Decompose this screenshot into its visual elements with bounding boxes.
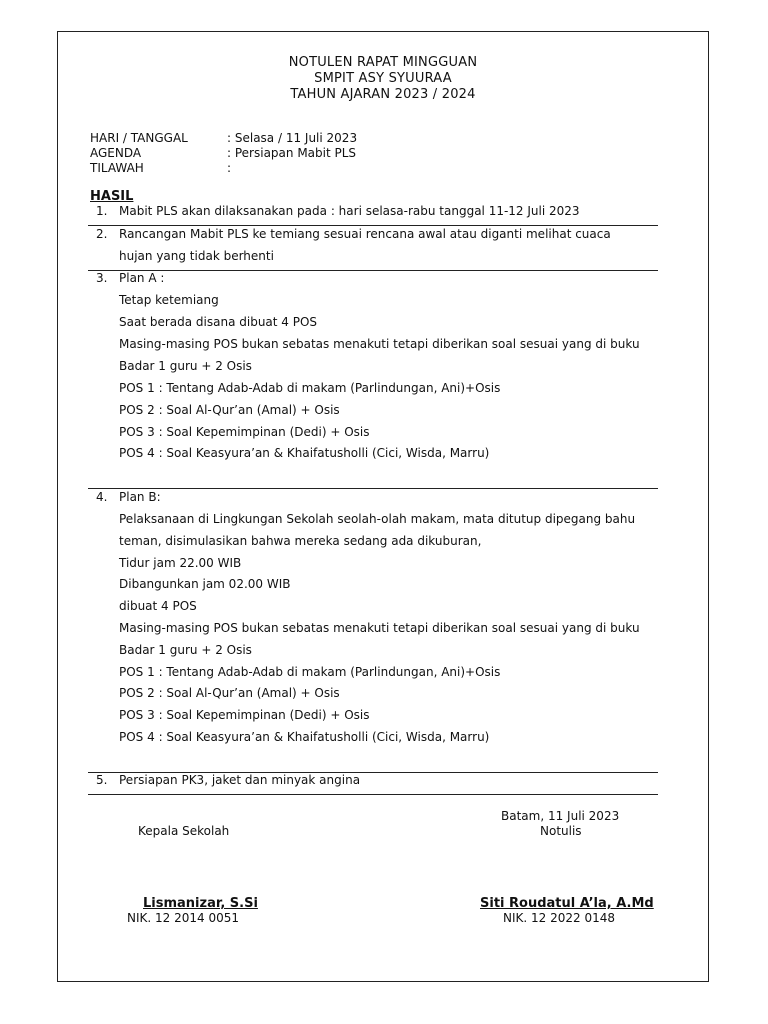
left-signatory-name: Lismanizar, S.Si — [143, 896, 258, 911]
item-text: Tidur jam 22.00 WIB — [119, 556, 242, 570]
item-text: POS 3 : Soal Kepemimpinan (Dedi) + Osis — [119, 425, 370, 439]
item-text: POS 2 : Soal Al-Qur’an (Amal) + Osis — [119, 403, 340, 417]
item-text: Badar 1 guru + 2 Osis — [119, 643, 252, 657]
place-date: Batam, 11 Juli 2023 — [501, 809, 620, 823]
hasil-heading: HASIL — [90, 189, 134, 204]
right-signatory-nik: NIK. 12 2022 0148 — [503, 911, 615, 925]
divider — [88, 225, 658, 226]
item-text: Plan A : — [119, 271, 165, 285]
meta-value: : Persiapan Mabit PLS — [227, 146, 357, 160]
item-text: Masing-masing POS bukan sebatas menakuti tetapi diberikan soal sesuai yang di buku — [119, 621, 640, 635]
item-text: Rancangan Mabit PLS ke temiang sesuai rencana awal atau diganti melihat cuaca — [119, 227, 611, 241]
item-text: Badar 1 guru + 2 Osis — [119, 359, 252, 373]
item-text: teman, disimulasikan bahwa mereka sedang ada dikuburan, — [119, 534, 482, 548]
meta-label: AGENDA — [90, 146, 142, 160]
item-number: 5. — [96, 773, 108, 787]
item-text: POS 4 : Soal Keasyura’an & Khaifatusholli (Cici, Wisda, Marru) — [119, 446, 490, 460]
divider — [88, 794, 658, 795]
meta-value: : Selasa / 11 Juli 2023 — [227, 131, 358, 145]
meta-label: HARI / TANGGAL — [90, 131, 188, 145]
divider — [88, 270, 658, 271]
item-text: POS 1 : Tentang Adab-Adab di makam (Parlindungan, Ani)+Osis — [119, 665, 501, 679]
doc-title-line-1: NOTULEN RAPAT MINGGUAN — [288, 55, 478, 70]
item-text: Masing-masing POS bukan sebatas menakuti tetapi diberikan soal sesuai yang di buku — [119, 337, 640, 351]
item-text: Plan B: — [119, 490, 161, 504]
item-text: Saat berada disana dibuat 4 POS — [119, 315, 318, 329]
meta-label: TILAWAH — [90, 161, 144, 175]
item-text: Mabit PLS akan dilaksanakan pada : hari selasa-rabu tanggal 11-12 Juli 2023 — [119, 204, 580, 218]
item-text: POS 4 : Soal Keasyura’an & Khaifatusholli (Cici, Wisda, Marru) — [119, 730, 490, 744]
item-text: Tetap ketemiang — [119, 293, 219, 307]
item-text: POS 2 : Soal Al-Qur’an (Amal) + Osis — [119, 686, 340, 700]
document-page — [57, 31, 709, 982]
left-signatory-nik: NIK. 12 2014 0051 — [127, 911, 239, 925]
item-text: Dibangunkan jam 02.00 WIB — [119, 577, 291, 591]
item-number: 2. — [96, 227, 108, 241]
doc-title-line-3: TAHUN AJARAN 2023 / 2024 — [290, 87, 476, 102]
doc-title-line-2: SMPIT ASY SYUURAA — [314, 71, 452, 86]
meta-value: : — [227, 161, 232, 175]
item-text: hujan yang tidak berhenti — [119, 249, 274, 263]
item-text: Pelaksanaan di Lingkungan Sekolah seolah-olah makam, mata ditutup dipegang bahu — [119, 512, 636, 526]
item-text: dibuat 4 POS — [119, 599, 197, 613]
item-text: POS 1 : Tentang Adab-Adab di makam (Parlindungan, Ani)+Osis — [119, 381, 501, 395]
divider — [88, 488, 658, 489]
item-number: 1. — [96, 204, 108, 218]
right-signatory-name: Siti Roudatul A’la, A.Md — [480, 896, 654, 911]
item-number: 4. — [96, 490, 108, 504]
item-text: Persiapan PK3, jaket dan minyak angina — [119, 773, 361, 787]
right-signatory-role: Notulis — [540, 824, 582, 838]
item-text: POS 3 : Soal Kepemimpinan (Dedi) + Osis — [119, 708, 370, 722]
left-signatory-role: Kepala Sekolah — [138, 824, 230, 838]
item-number: 3. — [96, 271, 108, 285]
